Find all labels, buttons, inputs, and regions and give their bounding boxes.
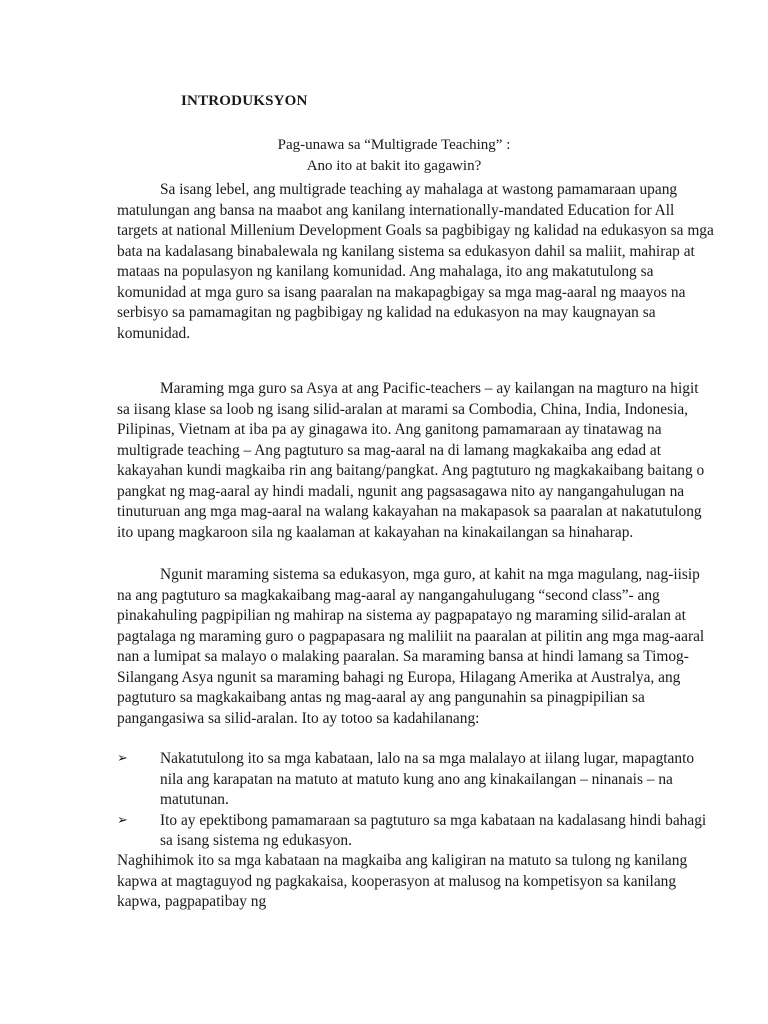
- paragraph-line: pagtalaga ng maraming guro o pagpapasara ng maliliit na paaralan at pilitin ang mga mag-aaral: [117, 627, 705, 645]
- paragraph-line: pangkat ng mag-aaral ay hindi madali, ngunit ang pagsasagawa nito ay nangangahulugan na: [117, 482, 685, 500]
- bullet-line: matutunan.: [160, 791, 229, 808]
- paragraph-line: komunidad at mga guro sa isang paaralan na makapagbigay sa mga mag-aaral ng maayos na: [117, 283, 686, 301]
- paragraph-line: pangangasiwa sa silid-aralan. Ito ay totoo sa kadahilanang:: [117, 709, 480, 727]
- paragraph-line: kapwa, pagpapatibay ng: [117, 893, 267, 910]
- paragraph-line: Ngunit maraming sistema sa edukasyon, mga guro, at kahit na mga magulang, nag-iisip: [160, 566, 700, 583]
- paragraph-line: komunidad.: [117, 324, 191, 342]
- document-heading: INTRODUKSYON: [181, 93, 308, 109]
- paragraph-line: kakayahan kundi magkaiba rin ang baitang/pangkat. Ang pagtuturo ng magkakaibang baitang o: [117, 462, 705, 479]
- paragraph-line: na ang pagtuturo sa magkakaibang mag-aaral ay nangangahulugang “second class”- ang: [117, 586, 660, 604]
- bullet-item: [117, 749, 697, 811]
- paragraph-line: pinakahuling pagpipilian ng mahirap na sistema ay pagpapatayo ng maraming silid-aralan at: [117, 607, 686, 624]
- paragraph-line: Silangang Asya ngunit sa maraming bahagi ng Europa, Hilagang Amerika at Australya, ang: [117, 668, 681, 686]
- paragraph-1: [117, 180, 714, 344]
- paragraph-line: ito upang magkaroon sila ng kaalaman at kakayahan na kinakailangan sa hinaharap.: [117, 523, 634, 541]
- paragraph-line: mataas na populasyon ng kanilang komunidad. Ang mahalaga, ito ang makatutulong sa: [117, 263, 654, 280]
- subtitle-line: Pag-unawa sa “Multigrade Teaching” :: [277, 137, 511, 153]
- paragraph-line: multigrade teaching – Ang pagtuturo sa mag-aaral na di lamang magkakaiba ang edad at: [117, 441, 662, 459]
- arrow-bullet-icon: ➢: [117, 751, 128, 766]
- paragraph-line: Naghihimok ito sa mga kabataan na magkaiba ang kaligiran na matuto sa tulong ng kanilang: [117, 852, 688, 869]
- paragraph-line: kapwa at magtaguyod ng pagkakaisa, kooperasyon at malusog na kompetisyon sa kanilang: [117, 872, 677, 890]
- bullet-item: [117, 811, 707, 852]
- paragraph-line: Sa isang lebel, ang multigrade teaching ay mahalaga at wastong pamamaraan upang: [160, 181, 678, 198]
- paragraph-line: Maraming mga guro sa Asya at ang Pacific-teachers – ay kailangan na magturo na higit: [160, 380, 699, 397]
- bullet-line: nila ang karapatan na matuto at matuto kung ano ang kinakailangan – ninanais – na: [160, 770, 673, 788]
- paragraph-line: pagtuturo sa magkakaibang antas ng mag-aaral ay ang pangunahin sa pinagpipilian sa: [117, 689, 645, 706]
- paragraph-2: [117, 379, 705, 543]
- paragraph-4: [117, 851, 688, 913]
- paragraph-line: nan a lumipat sa malayo o malaking paaralan. Sa maraming bansa at hindi lamang sa Timog-: [117, 648, 689, 665]
- paragraph-line: bata na kadalasang binabalewala ng kanilang sistema sa edukasyon dahil sa maliit, mahirap at: [117, 242, 695, 260]
- paragraph-line: matulungan ang bansa na maabot ang kanilang internationally-mandated Education for All: [117, 201, 675, 219]
- paragraph-3: [117, 565, 705, 729]
- paragraph-line: targets at national Millenium Development Goals sa pagbibigay ng kalidad na edukasyon sa mga: [117, 222, 714, 239]
- arrow-bullet-icon: ➢: [117, 812, 128, 828]
- bullet-line: sa isang sistema ng edukasyon.: [160, 832, 352, 849]
- bullet-list: [117, 749, 707, 852]
- document-subtitle: [0, 135, 768, 176]
- paragraph-line: Pilipinas, Vietnam at iba pa ay ginagawa ito. Ang ganitong pamamaraan ay tinatawag na: [117, 421, 662, 438]
- bullet-line: Nakatutulong ito sa mga kabataan, lalo na sa mga malalayo at iilang lugar, mapagtanto: [160, 750, 695, 767]
- subtitle-line: Ano ito at bakit ito gagawin?: [306, 157, 482, 174]
- paragraph-line: tinuturuan ang mga mag-aaral na walang kakayahan na makapasok sa paaralan at nakatutulong: [117, 503, 702, 520]
- paragraph-line: sa iisang klase sa loob ng isang silid-aralan at marami sa Combodia, China, India, Indonesia,: [117, 400, 689, 418]
- paragraph-line: serbisyo sa pamamagitan ng pagbibigay ng kalidad na edukasyon na may kaugnayan sa: [117, 304, 656, 321]
- bullet-line: Ito ay epektibong pamamaraan sa pagtuturo sa mga kabataan na kadalasang hindi bahagi: [160, 811, 707, 829]
